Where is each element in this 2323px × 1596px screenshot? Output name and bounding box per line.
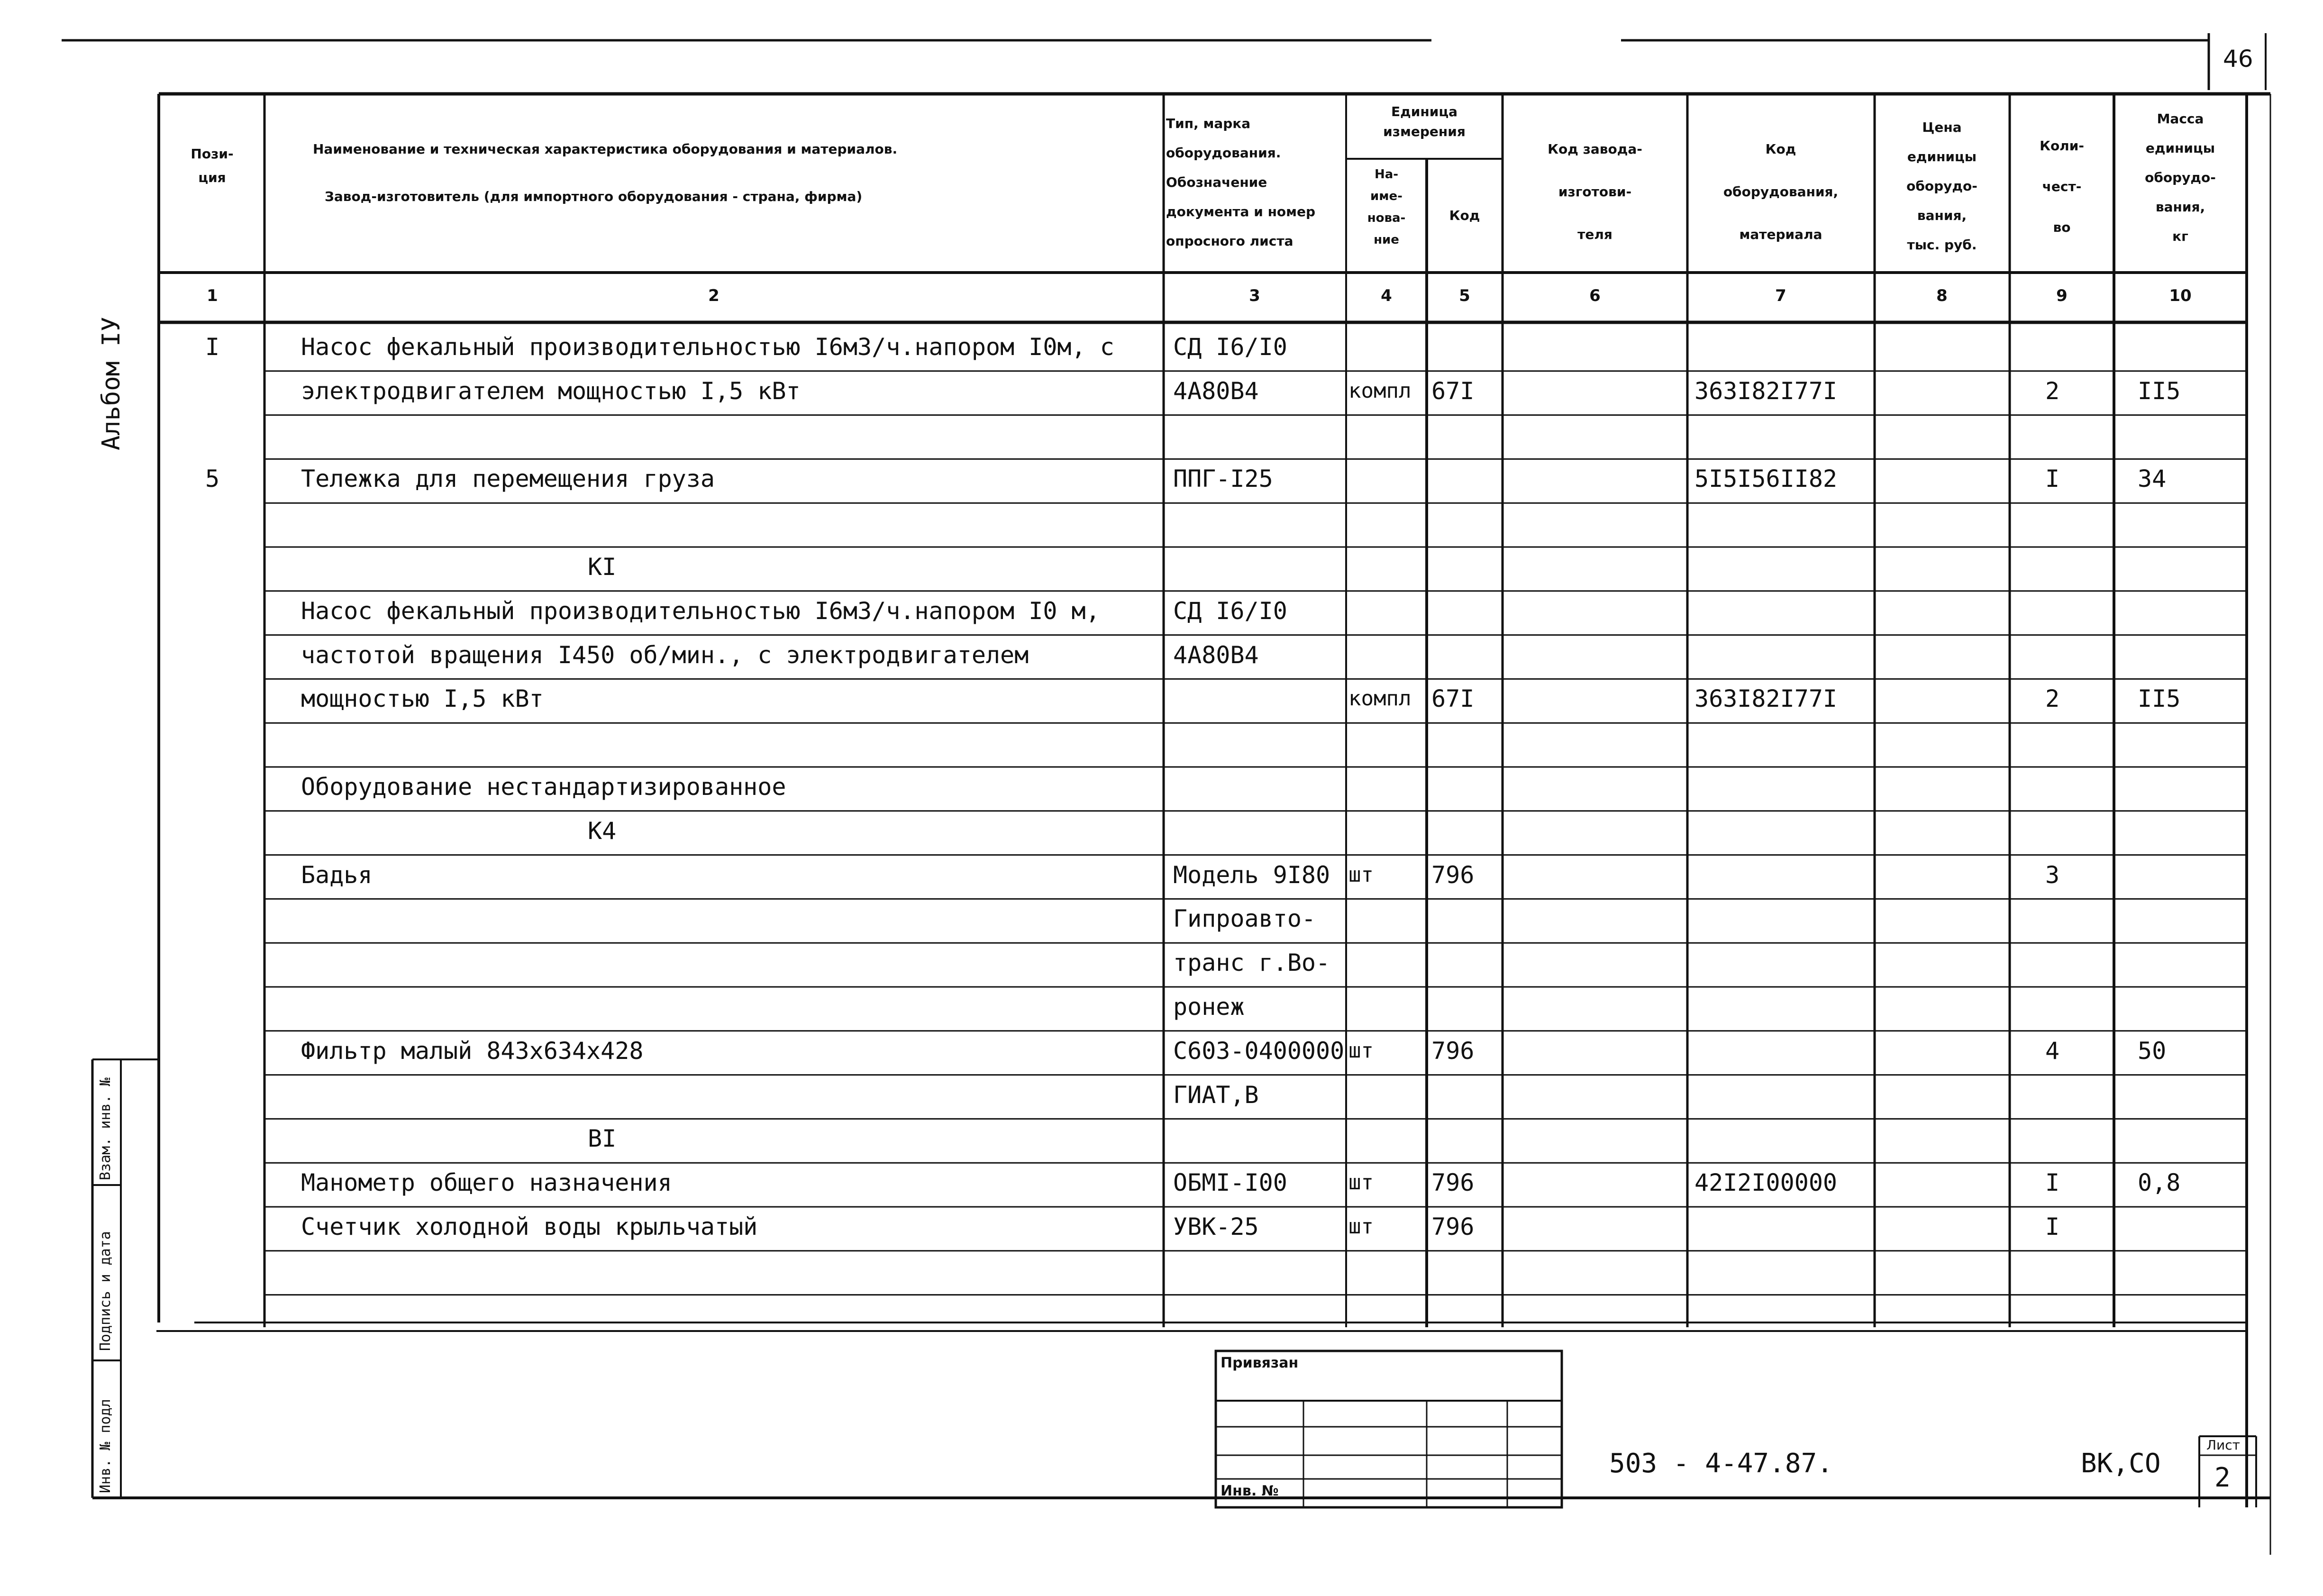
cell-mass: II5 <box>2138 377 2181 405</box>
cell-type: УВК-25 <box>1173 1213 1259 1240</box>
cell-type: ронеж <box>1173 993 1245 1021</box>
cell-type: ППГ-I25 <box>1173 465 1273 493</box>
cell-equipment-code: 363I82I77I <box>1694 685 1838 713</box>
cell-type: ГИАТ,В <box>1173 1081 1259 1109</box>
cell-name: частотой вращения I450 об/мин., с электродвигателем <box>301 641 1029 669</box>
header-unit-name: На- име- нова- ние <box>1367 167 1406 247</box>
cell-name: Оборудование нестандартизированное <box>301 773 786 801</box>
cell-quantity: I <box>2045 1213 2060 1240</box>
column-number: 8 <box>1936 286 1948 305</box>
header-name-line2: Завод-изготовитель (для импортного оборудования - страна, фирма) <box>325 189 863 204</box>
cell-name: Манометр общего назначения <box>301 1169 672 1197</box>
cell-name: К4 <box>588 817 617 845</box>
sheet-number: 2 <box>2214 1462 2231 1493</box>
cell-unit-code: 67I <box>1431 377 1475 405</box>
sheet-number-top: 46 <box>2223 45 2253 73</box>
cell-unit: шт <box>1348 1170 1374 1195</box>
cell-equipment-code: 5I5I56II82 <box>1694 465 1838 493</box>
cell-name: Насос фекальный производительностью I6м3/ч.напором I0 м, <box>301 597 1100 625</box>
column-number: 7 <box>1775 286 1786 305</box>
cell-type: транс г.Во- <box>1173 949 1330 977</box>
cell-position: 5 <box>205 465 220 493</box>
header-unit-code: Код <box>1449 208 1480 223</box>
header-equipment-code: Код оборудования, материала <box>1723 141 1839 242</box>
header-position: Пози- ция <box>191 146 234 185</box>
cell-quantity: 3 <box>2045 861 2060 889</box>
column-number: 4 <box>1381 286 1392 305</box>
cell-mass: 50 <box>2138 1037 2167 1065</box>
cell-unit-code: 796 <box>1431 861 1475 889</box>
cell-type: Модель 9I80 <box>1173 861 1330 889</box>
cell-mass: II5 <box>2138 685 2181 713</box>
cell-mass: 34 <box>2138 465 2167 493</box>
cell-unit-code: 796 <box>1431 1037 1475 1065</box>
cell-name: КI <box>588 553 617 581</box>
cell-name: мощностью I,5 кВт <box>301 685 544 713</box>
column-number: 6 <box>1589 286 1601 305</box>
cell-name: Счетчик холодной воды крыльчатый <box>301 1213 758 1240</box>
column-number: 5 <box>1459 286 1470 305</box>
cell-position: I <box>205 333 220 361</box>
column-number: 9 <box>2056 286 2068 305</box>
cell-quantity: I <box>2045 1169 2060 1197</box>
cell-unit: шт <box>1348 1214 1374 1239</box>
column-number: 1 <box>207 286 218 305</box>
cell-unit-code: 796 <box>1431 1213 1475 1240</box>
document-code: 503 - 4-47.87. <box>1609 1448 1833 1479</box>
cell-unit-code: 67I <box>1431 685 1475 713</box>
header-unit-group: Единица измерения <box>1383 104 1466 139</box>
cell-type: 4А80В4 <box>1173 377 1259 405</box>
cell-name: Бадья <box>301 861 373 889</box>
cell-type: СД I6/I0 <box>1173 597 1287 625</box>
header-quantity: Коли- чест- во <box>2040 138 2084 235</box>
attached-label: Привязан <box>1221 1355 1299 1371</box>
cell-name: Тележка для перемещения груза <box>301 465 715 493</box>
cell-unit: шт <box>1348 862 1374 887</box>
album-label: Альбом IУ <box>97 317 126 450</box>
cell-equipment-code: 363I82I77I <box>1694 377 1838 405</box>
cell-type: Гипроавто- <box>1173 905 1316 933</box>
column-number: 3 <box>1249 286 1260 305</box>
header-factory-code: Код завода- изготови- теля <box>1548 141 1642 242</box>
cell-name: Фильтр малый 843х634х428 <box>301 1037 644 1065</box>
cell-quantity: I <box>2045 465 2060 493</box>
section-code: ВК,СО <box>2081 1448 2161 1479</box>
cell-quantity: 2 <box>2045 685 2060 713</box>
cell-name: ВI <box>588 1125 617 1153</box>
cell-quantity: 2 <box>2045 377 2060 405</box>
stamp-signature-date: Подпись и дата <box>97 1231 114 1351</box>
cell-type: С603-0400000 <box>1173 1037 1345 1065</box>
column-number: 10 <box>2169 286 2192 305</box>
cell-mass: 0,8 <box>2138 1169 2181 1197</box>
header-price: Цена единицы оборудо- вания, тыс. руб. <box>1906 119 1977 253</box>
sheet-label: Лист <box>2206 1437 2240 1453</box>
inv-label: Инв. № <box>1221 1483 1279 1499</box>
cell-unit-code: 796 <box>1431 1169 1475 1197</box>
cell-unit: компл <box>1348 378 1412 403</box>
cell-type: ОБМI-I00 <box>1173 1169 1287 1197</box>
cell-type: 4А80В4 <box>1173 641 1259 669</box>
cell-name: электродвигателем мощностью I,5 кВт <box>301 377 801 405</box>
stamp-inv-orig: Инв. № подл <box>97 1399 114 1493</box>
column-number: 2 <box>708 286 720 305</box>
cell-unit: компл <box>1348 686 1412 711</box>
stamp-replaced-inv: Взам. инв. № <box>97 1077 114 1180</box>
cell-unit: шт <box>1348 1038 1374 1063</box>
header-mass: Масса единицы оборудо- вания, кг <box>2145 111 2216 244</box>
cell-name: Насос фекальный производительностью I6м3/ч.напором I0м, с <box>301 333 1114 361</box>
header-type: Тип, марка оборудования. Обозначение документа и номер опросного листа <box>1166 116 1316 249</box>
cell-quantity: 4 <box>2045 1037 2060 1065</box>
cell-type: СД I6/I0 <box>1173 333 1287 361</box>
cell-equipment-code: 42I2I00000 <box>1694 1169 1838 1197</box>
header-name-line1: Наименование и техническая характеристика оборудования и материалов. <box>313 141 898 157</box>
